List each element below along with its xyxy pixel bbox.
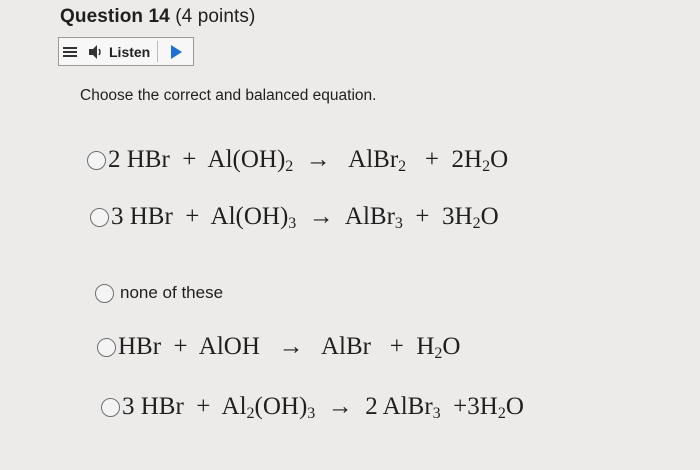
radio-button[interactable] (90, 208, 109, 227)
menu-icon[interactable] (63, 45, 77, 59)
radio-button[interactable] (95, 284, 114, 303)
listen-widget[interactable] (58, 37, 194, 66)
option-equation: 3 HBr + $Al_2(OH)_3 \to 2$ AlBr$_3$ $+3H_2O$ (122, 393, 524, 422)
answer-option-3[interactable] (95, 283, 223, 303)
question-points: (4 points) (175, 6, 256, 27)
answer-option-2[interactable] (90, 203, 499, 231)
answer-option-4[interactable] (97, 333, 460, 361)
option-equation: HBr + AlOH → AlBr + $H_2O$ (118, 333, 461, 362)
play-icon[interactable] (171, 45, 182, 59)
option-equation: 2 HBr + $Al(OH)_2$ → AlBr$_2$ + $2H_2O$ (108, 146, 509, 175)
radio-button[interactable] (87, 151, 106, 170)
speaker-icon (87, 44, 105, 60)
option-text: none of these (120, 283, 224, 302)
divider (157, 41, 158, 62)
question-number: Question 14 (60, 6, 170, 27)
radio-button[interactable] (97, 338, 116, 357)
question-prompt: Choose the correct and balanced equation. (80, 87, 377, 104)
option-equation: 3 HBr + $Al(OH)_3$ → AlBr$_3$ + $3H_2O$ (111, 203, 499, 232)
listen-button[interactable]: Listen (109, 43, 151, 60)
answer-option-1[interactable] (87, 146, 508, 174)
question-title (60, 6, 255, 28)
answer-option-5[interactable] (101, 393, 524, 421)
radio-button[interactable] (101, 398, 120, 417)
